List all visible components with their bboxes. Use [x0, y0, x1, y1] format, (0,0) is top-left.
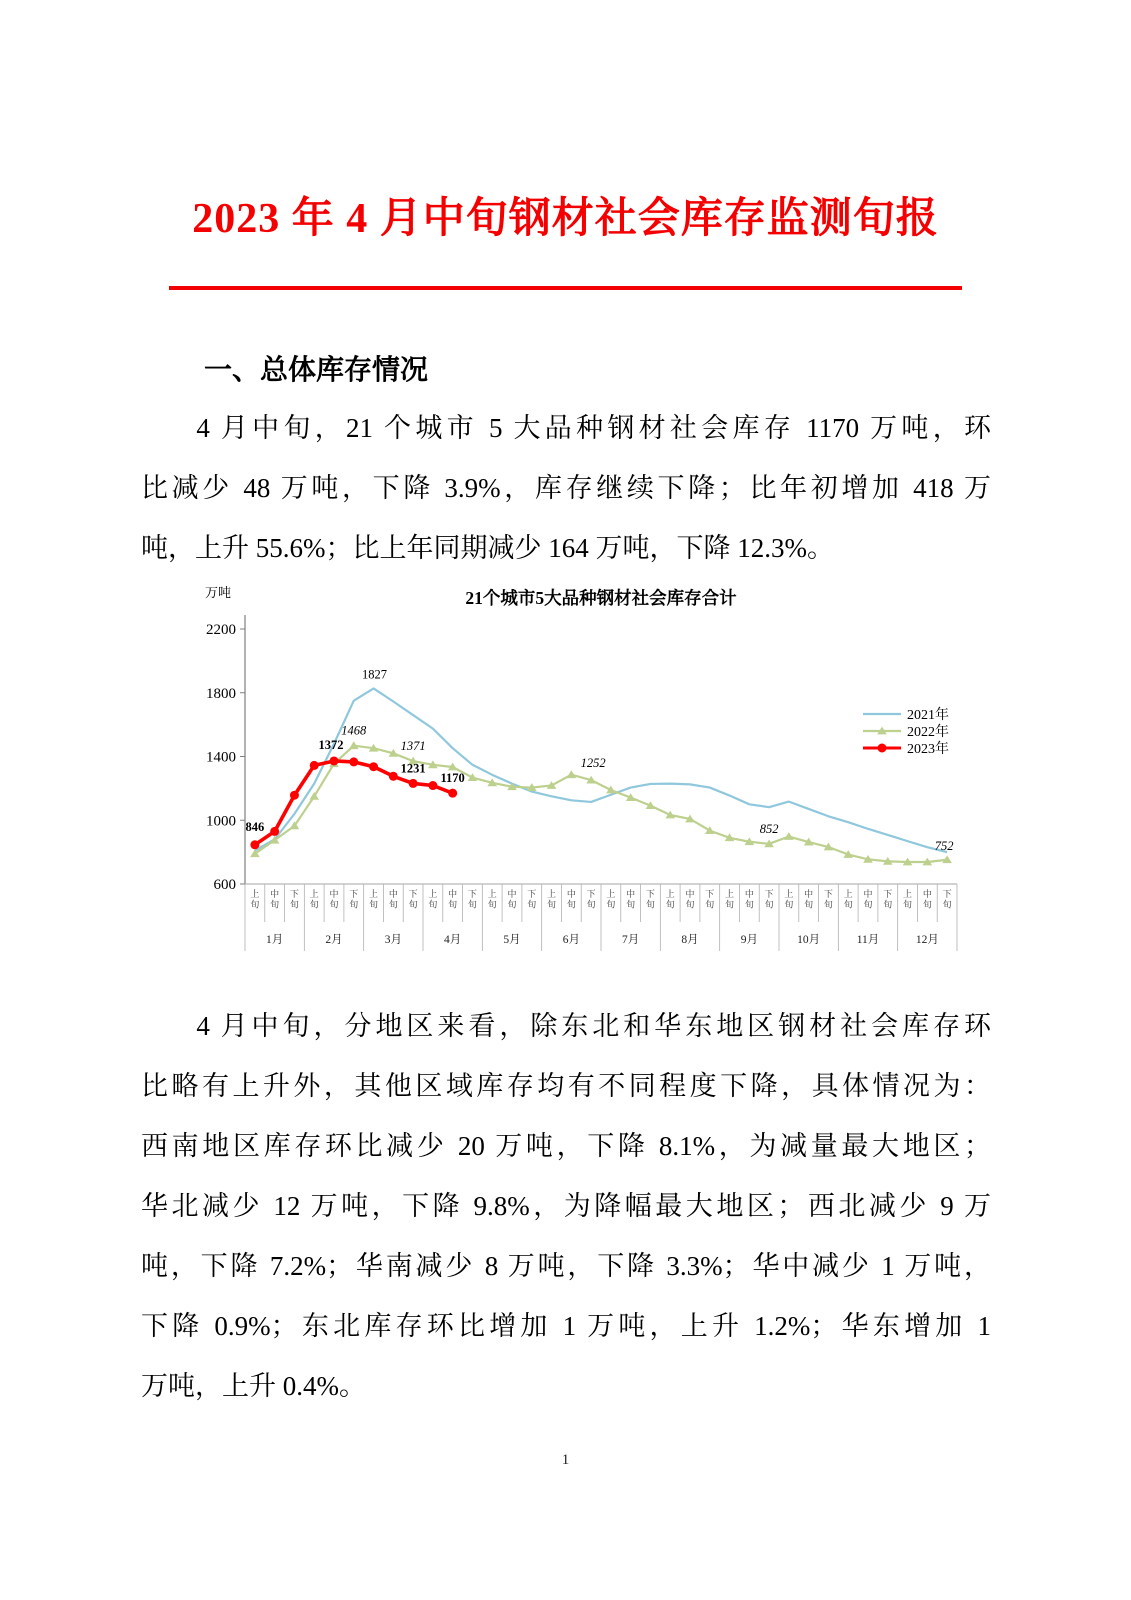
- data-point-label: 1371: [400, 739, 426, 754]
- x-period-label: 中旬: [507, 889, 517, 910]
- x-month-label: 8月: [681, 934, 699, 946]
- legend-circle-marker: [878, 744, 887, 753]
- x-period-label: 中旬: [329, 889, 339, 910]
- legend-label: 2022年: [907, 725, 949, 740]
- x-period-label: 下旬: [349, 889, 359, 910]
- x-period-label: 中旬: [270, 889, 280, 910]
- circle-marker: [330, 756, 339, 765]
- x-period-label: 上旬: [369, 889, 379, 910]
- data-point-label: 846: [245, 819, 265, 834]
- x-period-label: 下旬: [764, 889, 774, 910]
- data-point-label: 852: [759, 821, 779, 836]
- circle-marker: [270, 827, 279, 836]
- x-period-label: 中旬: [685, 889, 695, 910]
- y-tick-label: 600: [213, 877, 236, 893]
- data-point-label: 1252: [580, 756, 606, 771]
- x-period-label: 中旬: [566, 889, 576, 910]
- y-tick-label: 1000: [206, 813, 236, 830]
- y-tick-label: 1800: [206, 685, 236, 702]
- x-month-label: 6月: [562, 934, 580, 946]
- y-tick-label: 1400: [206, 749, 236, 766]
- x-period-label: 中旬: [448, 889, 458, 910]
- circle-marker: [290, 791, 299, 800]
- x-period-label: 下旬: [942, 889, 952, 910]
- x-period-label: 中旬: [863, 889, 873, 910]
- page-number: 1: [561, 1452, 570, 1468]
- text-line: 比减少 48 万吨，下降 3.9%，库存继续下降；比年初增加 418 万: [141, 473, 991, 503]
- x-month-label: 12月: [915, 934, 939, 946]
- text-line: 华北减少 12 万吨，下降 9.8%，为降幅最大地区；西北减少 9 万: [141, 1191, 991, 1221]
- y-axis-unit-label: 万吨: [205, 585, 232, 600]
- x-period-label: 下旬: [705, 889, 715, 910]
- x-month-label: 10月: [797, 934, 821, 946]
- x-month-label: 7月: [622, 934, 640, 946]
- circle-marker: [369, 762, 378, 771]
- chart-title: 21个城市5大品种钢材社会库存合计: [465, 588, 737, 608]
- x-month-label: 2月: [325, 934, 343, 946]
- x-period-label: 中旬: [626, 889, 636, 910]
- x-month-label: 5月: [503, 934, 521, 946]
- x-period-label: 上旬: [784, 889, 794, 910]
- x-period-label: 上旬: [547, 889, 557, 910]
- x-period-label: 上旬: [487, 889, 497, 910]
- x-month-label: 4月: [444, 934, 462, 946]
- x-period-label: 下旬: [527, 889, 537, 910]
- text-line: 西南地区库存环比减少 20 万吨，下降 8.1%，为减量最大地区；: [141, 1131, 991, 1161]
- inventory-chart-svg: [195, 583, 990, 965]
- x-period-label: 上旬: [309, 889, 319, 910]
- x-period-label: 上旬: [665, 889, 675, 910]
- x-month-label: 11月: [856, 934, 880, 946]
- data-point-label: 1468: [341, 723, 367, 738]
- data-point-label: 1231: [400, 761, 426, 776]
- circle-marker: [448, 789, 457, 798]
- data-point-label: 1827: [362, 667, 388, 682]
- legend-label: 2021年: [907, 708, 949, 723]
- section-heading: 一、总体库存情况: [204, 355, 429, 386]
- x-month-label: 1月: [266, 934, 284, 946]
- triangle-marker: [309, 792, 319, 800]
- x-period-label: 中旬: [744, 889, 754, 910]
- text-line: 吨，上升 55.6%；比上年同期减少 164 万吨，下降 12.3%。: [141, 533, 834, 563]
- x-period-label: 上旬: [843, 889, 853, 910]
- circle-marker: [310, 761, 319, 770]
- text-line: 下降 0.9%；东北库存环比增加 1 万吨，上升 1.2%；华东增加 1: [141, 1311, 991, 1341]
- circle-marker: [409, 779, 418, 788]
- x-month-label: 3月: [384, 934, 402, 946]
- x-period-label: 中旬: [922, 889, 932, 910]
- triangle-marker: [468, 773, 478, 781]
- x-period-label: 中旬: [388, 889, 398, 910]
- data-point-label: 1372: [318, 737, 344, 752]
- x-period-label: 上旬: [903, 889, 913, 910]
- x-period-label: 下旬: [289, 889, 299, 910]
- circle-marker: [428, 781, 437, 790]
- legend-label: 2023年: [907, 742, 949, 757]
- x-period-label: 下旬: [645, 889, 655, 910]
- x-period-label: 上旬: [606, 889, 616, 910]
- text-line: 万吨，上升 0.4%。: [141, 1371, 366, 1401]
- x-period-label: 中旬: [804, 889, 814, 910]
- text-line: 吨，下降 7.2%；华南减少 8 万吨，下降 3.3%；华中减少 1 万吨，: [141, 1251, 991, 1281]
- text-line: 4 月中旬，分地区来看，除东北和华东地区钢材社会库存环: [196, 1011, 991, 1041]
- x-month-label: 9月: [740, 934, 758, 946]
- x-period-label: 上旬: [250, 889, 260, 910]
- x-period-label: 上旬: [428, 889, 438, 910]
- paragraph-regional-breakdown: [141, 996, 991, 1416]
- triangle-marker: [567, 770, 577, 778]
- triangle-marker: [784, 832, 794, 840]
- inventory-line-chart: [195, 583, 990, 965]
- title-underline-rule: [169, 286, 962, 290]
- x-period-label: 下旬: [883, 889, 893, 910]
- data-point-label: 1170: [440, 771, 465, 786]
- x-period-label: 下旬: [823, 889, 833, 910]
- text-line: 比略有上升外，其他区域库存均有不同程度下降，具体情况为：: [141, 1071, 991, 1101]
- series-line-2021年: [255, 688, 947, 852]
- circle-marker: [349, 757, 358, 766]
- y-tick-label: 2200: [206, 622, 236, 638]
- data-point-label: 752: [934, 838, 954, 853]
- text-line: 4 月中旬，21 个城市 5 大品种钢材社会库存 1170 万吨，环: [196, 413, 991, 443]
- circle-marker: [250, 840, 259, 849]
- document-title: 2023 年 4 月中旬钢材社会库存监测旬报: [192, 196, 939, 242]
- x-period-label: 下旬: [586, 889, 596, 910]
- circle-marker: [389, 772, 398, 781]
- x-period-label: 上旬: [725, 889, 735, 910]
- x-period-label: 下旬: [408, 889, 418, 910]
- paragraph-overall-inventory: [141, 398, 991, 578]
- x-period-label: 下旬: [467, 889, 477, 910]
